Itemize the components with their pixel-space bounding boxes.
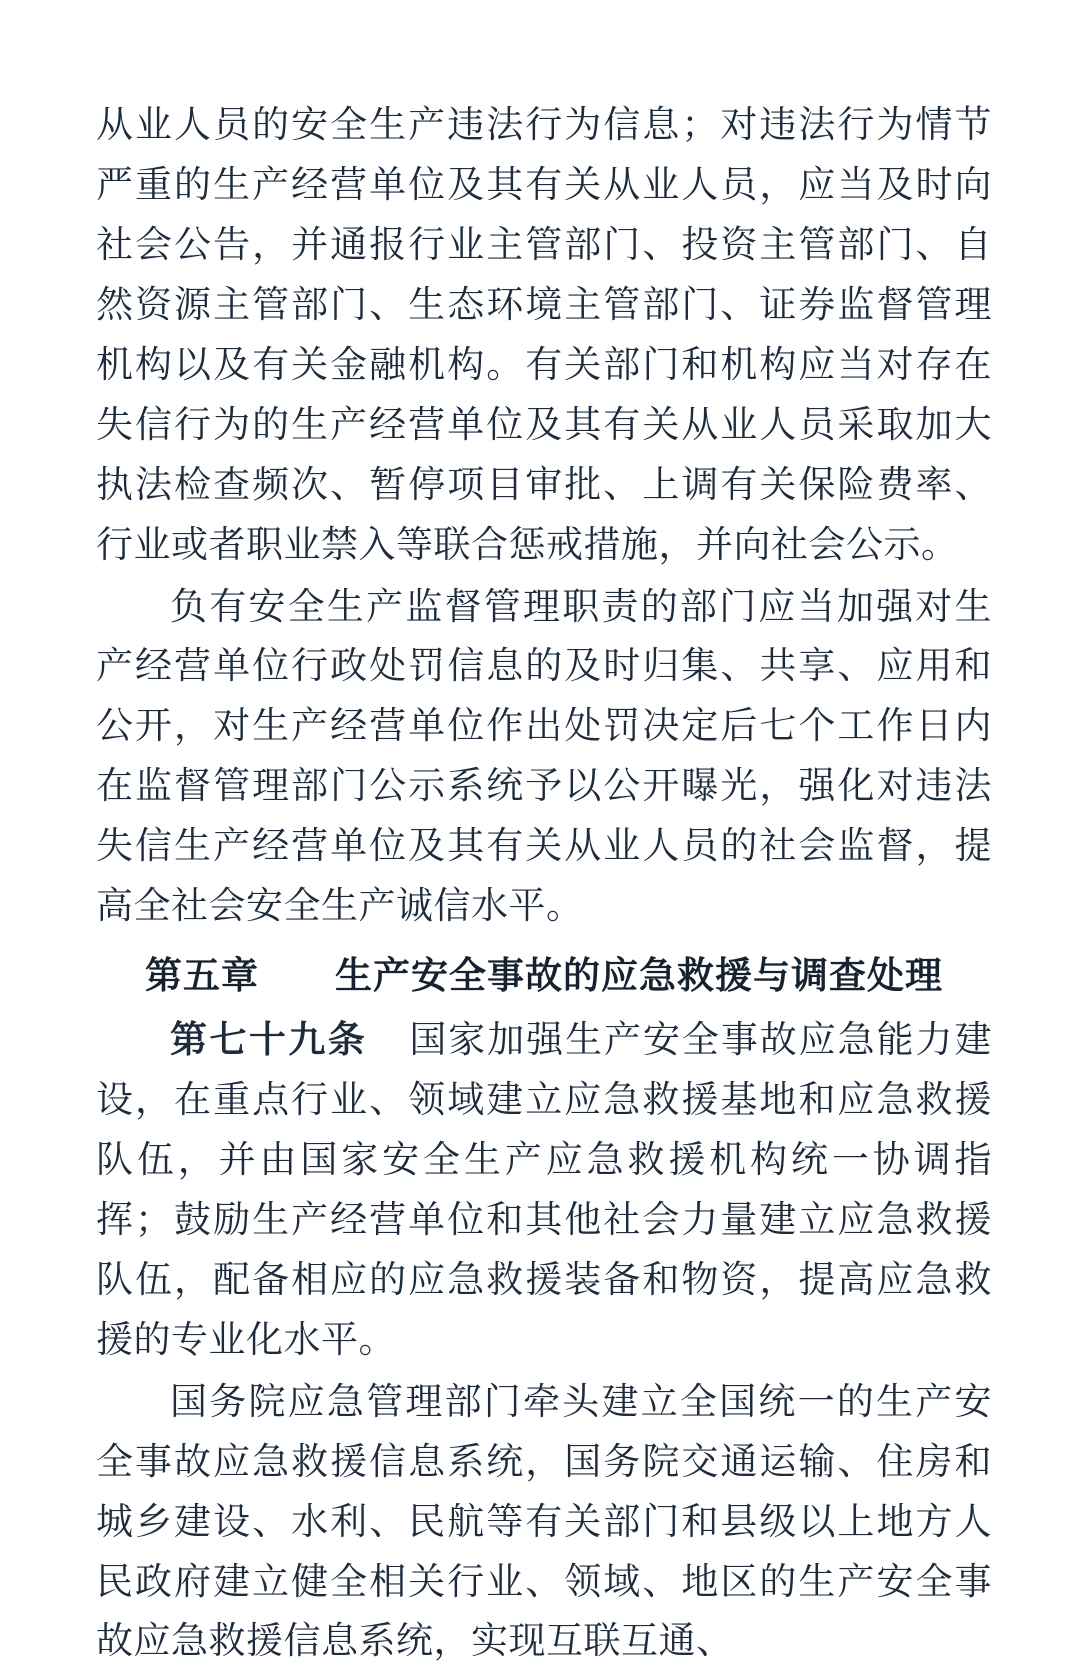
article-paragraph: [96, 1011, 992, 1371]
paragraph-3: 国务院应急管理部门牵头建立全国统一的生产安全事故应急救援信息系统，国务院交通运输、住房和城乡建设、水利、民航等有关部门和县级以上地方人民政府建立健全相关行业、领域、地区的生产安全事故应急救援信息系统，实现互联互通、: [96, 1381, 992, 1663]
chapter-heading: 第五章 生产安全事故的应急救援与调查处理: [145, 956, 943, 998]
article-text: 国家加强生产安全事故应急能力建设，在重点行业、领域建立应急救援基地和应急救援队伍，并由国家安全生产应急救援机构统一协调指挥；鼓励生产经营单位和其他社会力量建立应急救援队伍，配备相应的应急救援装备和物资，提高应急救援的专业化水平。: [96, 1020, 992, 1361]
paragraph-2: 负有安全生产监督管理职责的部门应当加强对生产经营单位行政处罚信息的及时归集、共享、应用和公开，对生产经营单位作出处罚决定后七个工作日内在监督管理部门公示系统予以公开曝光，强化对违法失信生产经营单位及其有关从业人员的社会监督，提高全社会安全生产诚信水平。: [96, 586, 992, 928]
paragraph-1: 从业人员的安全生产违法行为信息；对违法行为情节严重的生产经营单位及其有关从业人员，应当及时向社会公告，并通报行业主管部门、投资主管部门、自然资源主管部门、生态环境主管部门、证券监督管理机构以及有关金融机构。有关部门和机构应当对存在失信行为的生产经营单位及其有关从业人员采取加大执法检查频次、暂停项目审批、上调有关保险费率、行业或者职业禁入等联合惩戒措施，并向社会公示。: [96, 105, 992, 566]
document-body: [96, 96, 992, 1672]
article-number: 第七十九条: [170, 1020, 368, 1062]
